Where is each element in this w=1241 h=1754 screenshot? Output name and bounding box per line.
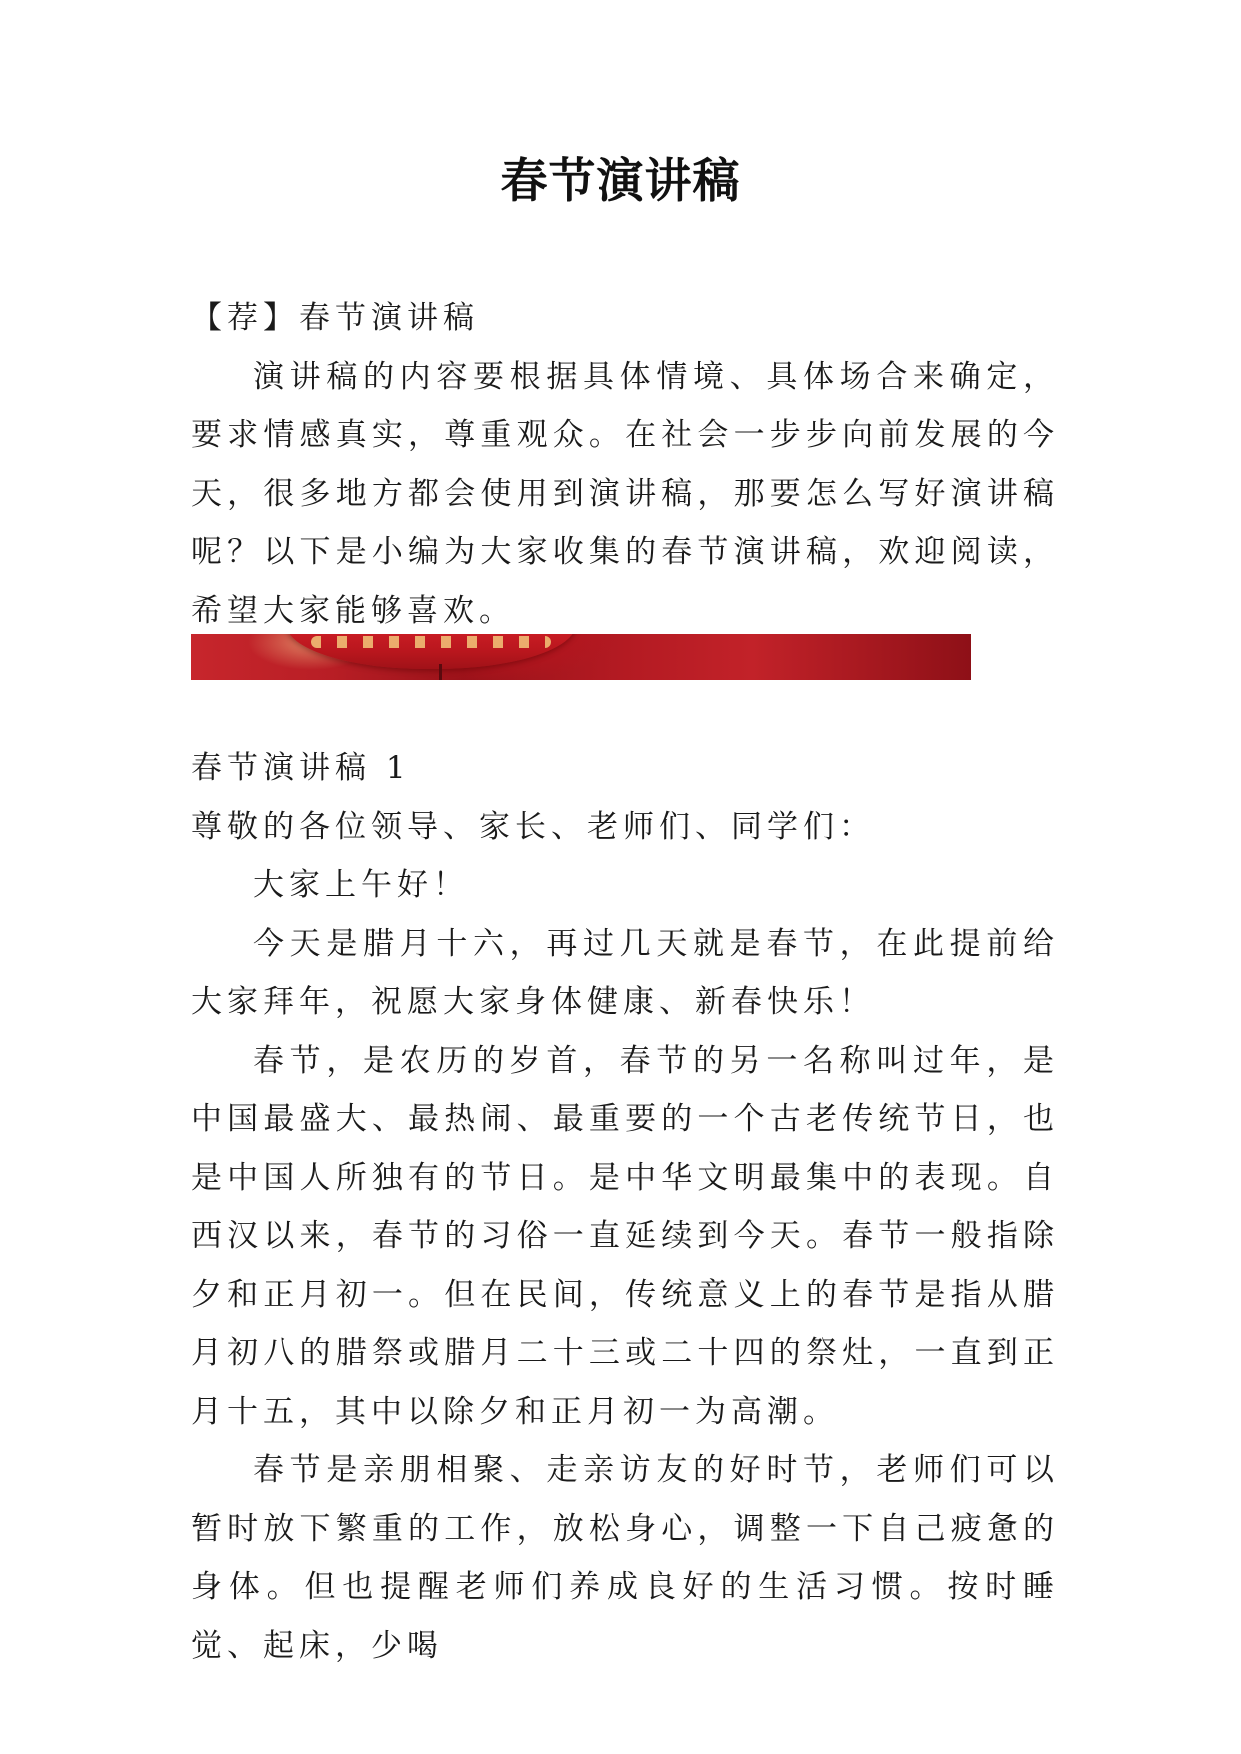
section-heading: 春节演讲稿 1 [191, 750, 411, 786]
body-paragraph: 春节是亲朋相聚、走亲访友的好时节，老师们可以暂时放下繁重的工作，放松身心，调整一下自己疲惫的身体。但也提醒老师们养成良好的生活习惯。按时睡觉、起床，少喝 [191, 1452, 1059, 1664]
greeting: 大家上午好！ [253, 867, 469, 903]
lantern-string [439, 664, 442, 680]
section-spacer [191, 680, 1059, 739]
red-lantern-graphic [286, 634, 576, 669]
body-paragraph: 春节，是农历的岁首，春节的另一名称叫过年，是中国最盛大、最热闹、最重要的一个古老传统节日，也是中国人所独有的节日。是中华文明最集中的表现。自西汉以来，春节的习俗一直延续到今天。春节一般指除夕和正月初一。但在民间，传统意义上的春节是指从腊月初八的腊祭或腊月二十三或二十四的祭灶，一直到正月十五，其中以除夕和正月初一为高潮。 [191, 1042, 1059, 1430]
salutation: 尊敬的各位领导、家长、老师们、同学们： [191, 808, 875, 845]
lantern-gold-pattern [311, 636, 551, 648]
festival-banner-image [191, 634, 971, 680]
document-body [191, 289, 1059, 1675]
recommend-line: 【荐】春节演讲稿 [191, 300, 479, 336]
intro-paragraph: 演讲稿的内容要根据具体情境、具体场合来确定，要求情感真实，尊重观众。在社会一步步向前发展的今天，很多地方都会使用到演讲稿，那要怎么写好演讲稿呢？以下是小编为大家收集的春节演讲稿，欢迎阅读，希望大家能够喜欢。 [191, 358, 1059, 629]
document-title: 春节演讲稿 [500, 154, 741, 209]
body-paragraph: 今天是腊月十六，再过几天就是春节，在此提前给大家拜年，祝愿大家身体健康、新春快乐！ [191, 925, 1059, 1020]
